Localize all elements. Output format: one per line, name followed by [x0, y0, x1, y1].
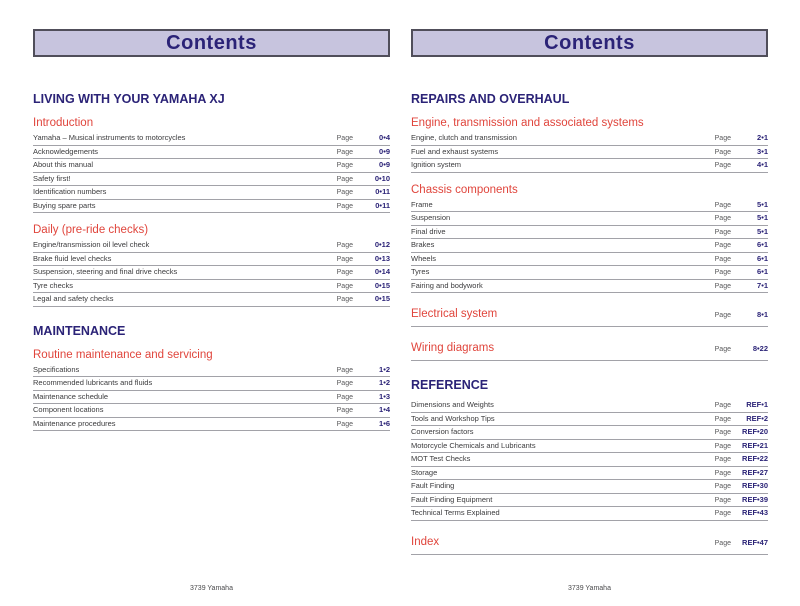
toc-entry-label: Brake fluid level checks	[33, 254, 112, 263]
page-word-label: Page	[714, 162, 731, 169]
toc-entry-label: Fault Finding Equipment	[411, 495, 493, 504]
toc-row	[411, 266, 768, 280]
toc-row-list	[411, 199, 768, 294]
section-link-row	[411, 534, 768, 555]
toc-entry-label: Frame	[411, 200, 433, 209]
page-word-label: Page	[714, 496, 731, 504]
toc-row	[411, 159, 768, 173]
page-word-label: Page	[714, 215, 731, 222]
page-word-label: Page	[714, 346, 731, 353]
section-title: Routine maintenance and servicing	[33, 348, 213, 361]
page-number: 0•10	[374, 173, 390, 183]
page-number: REF•39	[742, 494, 768, 504]
page-number: REF•27	[742, 467, 768, 477]
page-number: 3•1	[757, 146, 768, 156]
page-word-label: Page	[336, 420, 353, 428]
page-word-label: Page	[714, 510, 731, 517]
page-word-label: Page	[714, 402, 731, 409]
page-word-label: Page	[336, 255, 353, 263]
page-word-label: Page	[714, 282, 731, 290]
toc-entry-label: Tyre checks	[33, 281, 74, 290]
page-word-label: Page	[714, 148, 731, 156]
page-number: 0•15	[374, 294, 390, 303]
page-word-label: Page	[714, 228, 731, 236]
page-number: REF•30	[742, 481, 768, 490]
toc-row	[411, 146, 768, 160]
toc-entry-label: Fairing and bodywork	[411, 281, 483, 290]
page-word-label: Page	[336, 148, 353, 156]
page-word-label: Page	[336, 135, 353, 142]
toc-entry-label: About this manual	[33, 161, 94, 169]
page-number: 0•15	[374, 280, 390, 290]
page-number: 6•1	[757, 267, 768, 276]
page-number: REF•20	[742, 427, 768, 436]
toc-row	[33, 391, 390, 405]
toc-entry-label: Fuel and exhaust systems	[411, 147, 499, 156]
toc-entry-label: Component locations	[33, 406, 104, 414]
toc-row-list	[33, 132, 390, 213]
toc-entry-label: Dimensions and Weights	[411, 401, 494, 409]
page-title: Contents	[166, 31, 257, 54]
page-word-label: Page	[714, 201, 731, 209]
toc-entry-label: Identification numbers	[33, 188, 107, 196]
toc-entry-label: Maintenance schedule	[33, 392, 109, 401]
toc-row-list	[33, 364, 390, 432]
page-number: 5•1	[757, 199, 768, 209]
page-number: 0•11	[375, 187, 390, 196]
toc-entry-label: Final drive	[411, 227, 446, 236]
toc-row	[33, 132, 390, 146]
toc-entry-label: Storage	[411, 468, 438, 477]
page-number: 8•22	[752, 344, 768, 353]
toc-row	[411, 226, 768, 240]
page-number: 0•12	[374, 240, 390, 249]
toc-entry-label: Yamaha – Musical instruments to motorcycles	[33, 134, 186, 142]
toc-row	[411, 507, 768, 521]
toc-row	[33, 293, 390, 307]
contents-header-box	[33, 29, 390, 57]
page-number: REF•21	[742, 440, 768, 450]
page-word-label: Page	[336, 366, 353, 374]
toc-row	[411, 413, 768, 427]
section-title: Daily (pre-ride checks)	[33, 224, 149, 236]
page-number: 0•11	[375, 200, 390, 210]
contents-page-left	[33, 0, 390, 606]
page-number: 0•9	[379, 146, 390, 156]
toc-row	[33, 364, 390, 378]
page-word-label: Page	[714, 442, 731, 450]
toc-entry-label: Safety first!	[33, 174, 71, 183]
page-word-label: Page	[714, 483, 731, 490]
toc-row	[411, 280, 768, 294]
page-number: 7•1	[757, 280, 768, 290]
page-number: 4•1	[757, 160, 768, 169]
toc-entry-label: Engine, clutch and transmission	[411, 134, 517, 142]
toc-entry-label: Technical Terms Explained	[411, 509, 500, 517]
toc-row	[411, 480, 768, 494]
page-word-label: Page	[336, 296, 353, 303]
page-word-label: Page	[336, 393, 353, 401]
page-word-label: Page	[336, 202, 353, 210]
toc-row	[33, 418, 390, 432]
part-title: REPAIRS AND OVERHAUL	[411, 92, 570, 106]
page-word-label: Page	[714, 429, 731, 436]
toc-row	[411, 494, 768, 508]
contents-header-box	[411, 29, 768, 57]
page-word-label: Page	[336, 380, 353, 387]
toc-row	[411, 212, 768, 226]
page-word-label: Page	[336, 189, 353, 196]
section-title: Introduction	[33, 117, 94, 129]
page-number: 0•9	[379, 160, 390, 169]
page-number: 6•1	[757, 240, 768, 249]
page-number: 1•2	[379, 378, 390, 387]
page-word-label: Page	[714, 312, 731, 319]
toc-entry-label: Wheels	[411, 254, 437, 263]
toc-entry-label: Motorcycle Chemicals and Lubricants	[411, 441, 536, 450]
page-word-label: Page	[336, 282, 353, 290]
page-number: 6•1	[757, 253, 768, 263]
page-word-label: Page	[336, 175, 353, 183]
page-number: 8•1	[757, 310, 768, 319]
toc-entry-label: Buying spare parts	[33, 201, 96, 210]
page-number: 5•1	[757, 226, 768, 236]
toc-row	[411, 253, 768, 267]
page-word-label: Page	[714, 269, 731, 276]
toc-entry-label: Ignition system	[411, 161, 462, 169]
page-number: 5•1	[757, 213, 768, 222]
toc-entry-label: Engine/transmission oil level check	[33, 241, 150, 249]
toc-entry-label: Suspension, steering and final drive checks	[33, 268, 178, 276]
page-word-label: Page	[714, 469, 731, 477]
toc-row	[33, 173, 390, 187]
page-title: Contents	[544, 31, 635, 54]
part-title: MAINTENANCE	[33, 323, 126, 338]
page-number: 1•2	[379, 364, 390, 374]
contents-page-right	[411, 0, 768, 606]
toc-row	[33, 159, 390, 173]
page-word-label: Page	[714, 255, 731, 263]
toc-row	[33, 266, 390, 280]
page-number: REF•2	[746, 413, 768, 423]
page-number: REF•1	[746, 400, 768, 409]
section-link-row	[411, 306, 768, 327]
page-word-label: Page	[336, 162, 353, 169]
page-word-label: Page	[714, 135, 731, 142]
page-word-label: Page	[336, 407, 353, 414]
page-number: 2•1	[757, 133, 768, 142]
toc-row	[411, 467, 768, 481]
page-number: REF•43	[742, 508, 768, 517]
toc-row	[33, 377, 390, 391]
page-word-label: Page	[336, 269, 353, 276]
toc-row	[411, 239, 768, 253]
page-number: 1•6	[379, 418, 390, 428]
page-number: REF•22	[742, 454, 768, 463]
toc-row	[33, 253, 390, 267]
toc-row	[411, 426, 768, 440]
section-title: Electrical system	[411, 308, 498, 320]
toc-row	[411, 453, 768, 467]
toc-row	[33, 200, 390, 214]
part-title: REFERENCE	[411, 378, 489, 392]
page-word-label: Page	[714, 539, 731, 547]
section-title: Chassis components	[411, 183, 518, 196]
toc-row-list	[411, 132, 768, 173]
toc-row	[411, 132, 768, 146]
toc-entry-label: Brakes	[411, 241, 435, 249]
toc-row	[33, 146, 390, 160]
section-title: Wiring diagrams	[411, 342, 495, 354]
toc-row	[33, 280, 390, 294]
toc-row	[33, 239, 390, 253]
toc-entry-label: Recommended lubricants and fluids	[33, 379, 153, 387]
page-number: REF•47	[742, 537, 768, 547]
toc-entry-label: Specifications	[33, 365, 80, 374]
page-number: 1•3	[379, 391, 390, 401]
toc-row	[411, 440, 768, 454]
toc-sections-left	[33, 92, 390, 431]
toc-entry-label: Fault Finding	[411, 482, 455, 490]
toc-entry-label: Maintenance procedures	[33, 419, 116, 428]
toc-row	[411, 199, 768, 213]
toc-entry-label: Tools and Workshop Tips	[411, 414, 495, 423]
page-number: 0•13	[374, 253, 390, 263]
toc-entry-label: MOT Test Checks	[411, 455, 471, 463]
page-word-label: Page	[714, 242, 731, 249]
toc-entry-label: Suspension	[411, 214, 451, 222]
page-word-label: Page	[714, 456, 731, 463]
toc-entry-label: Acknowledgements	[33, 147, 99, 156]
page-word-label: Page	[336, 242, 353, 249]
section-link-row	[411, 340, 768, 361]
page-word-label: Page	[714, 415, 731, 423]
toc-sections-right	[411, 92, 768, 555]
page-number: 1•4	[379, 405, 390, 414]
footer-note: 3739 Yamaha	[190, 585, 233, 592]
toc-row-list	[33, 239, 390, 307]
toc-row	[33, 404, 390, 418]
page-number: 0•4	[379, 133, 390, 142]
page-number: 0•14	[374, 267, 390, 276]
toc-entry-label: Conversion factors	[411, 428, 474, 436]
section-title: Engine, transmission and associated systems	[411, 117, 644, 129]
toc-row	[411, 399, 768, 413]
part-title: LIVING WITH YOUR YAMAHA XJ	[33, 92, 225, 106]
section-title: Index	[411, 535, 440, 548]
toc-row-list	[411, 399, 768, 521]
toc-entry-label: Legal and safety checks	[33, 295, 114, 303]
toc-row	[33, 186, 390, 200]
footer-note: 3739 Yamaha	[568, 585, 611, 592]
toc-entry-label: Tyres	[411, 268, 430, 276]
